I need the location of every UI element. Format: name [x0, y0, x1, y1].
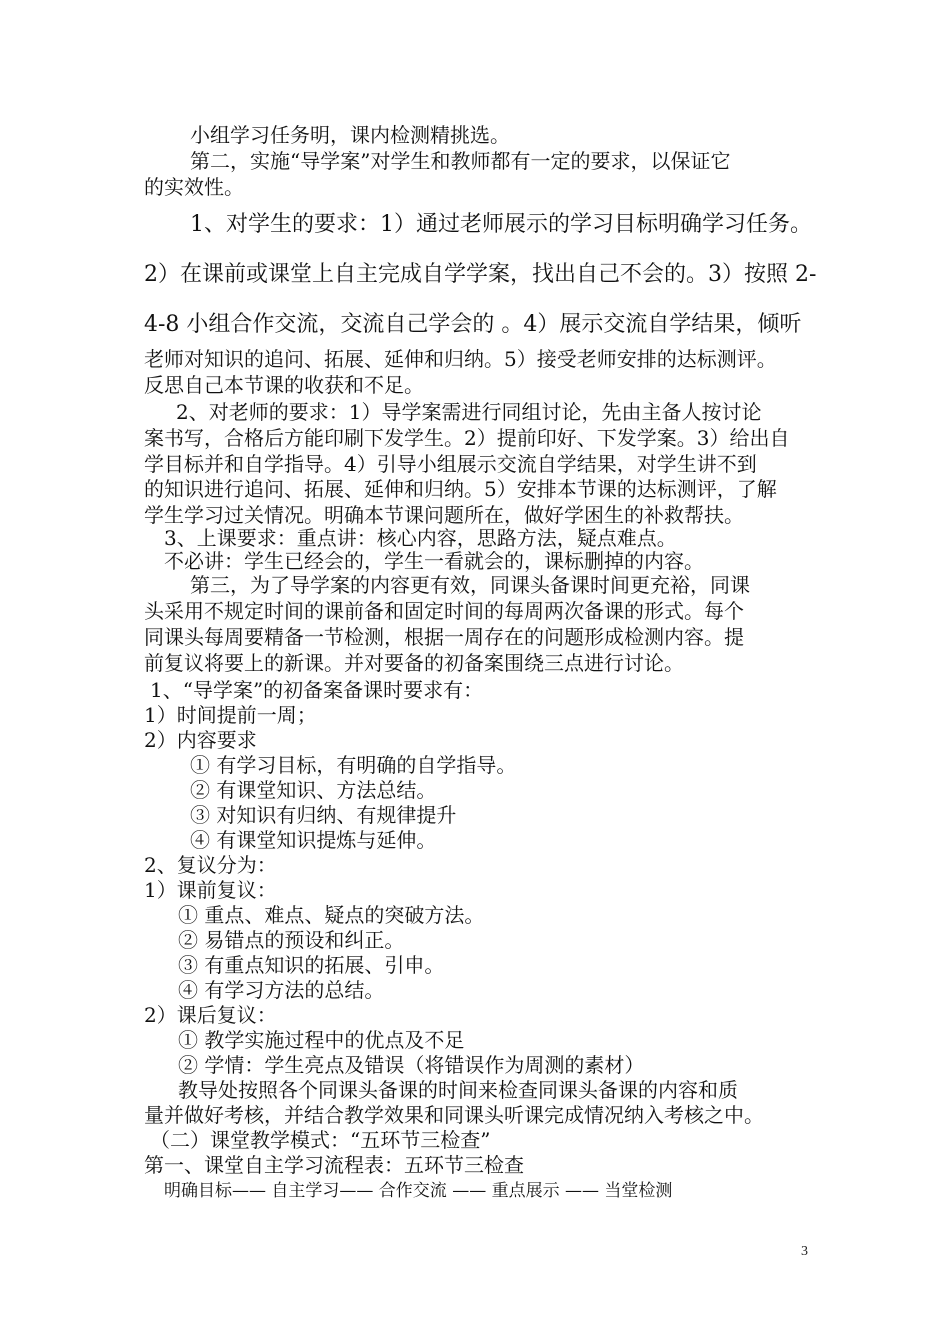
text-line: 同课头每周要精备一节检测，根据一周存在的问题形成检测内容。提 [144, 625, 744, 649]
text-line: 的实效性。 [144, 175, 244, 199]
text-line: 老师对知识的追问、拓展、延伸和归纳。5）接受老师安排的达标测评。 [144, 347, 777, 371]
text-line: 2）内容要求 [144, 728, 257, 752]
text-line: 学生学习过关情况。明确本节课问题所在，做好学困生的补救帮扶。 [144, 503, 744, 527]
text-line: 1）课前复议： [144, 878, 277, 902]
text-line: 第三，为了导学案的内容更有效，同课头备课时间更充裕，同课 [190, 573, 750, 597]
text-line: 小组学习任务明，课内检测精挑选。 [190, 123, 510, 147]
text-line: 头采用不规定时间的课前备和固定时间的每周两次备课的形式。每个 [144, 599, 744, 623]
text-line: ④ 有课堂知识提炼与延伸。 [190, 828, 437, 852]
text-line: ③ 对知识有归纳、有规律提升 [190, 803, 457, 827]
text-line: 3、上课要求：重点讲：核心内容，思路方法，疑点难点。 [164, 526, 677, 550]
text-line: 1、“导学案”的初备案备课时要求有： [150, 678, 484, 702]
text-line: ① 有学习目标，有明确的自学指导。 [190, 753, 517, 777]
text-line: （二）课堂教学模式：“五环节三检查” [150, 1128, 491, 1152]
text-line: ① 重点、难点、疑点的突破方法。 [178, 903, 485, 927]
text-line: ③ 有重点知识的拓展、引申。 [178, 953, 445, 977]
text-line: ② 学情：学生亮点及错误（将错误作为周测的素材） [178, 1053, 645, 1077]
text-line: 量并做好考核，并结合教学效果和同课头听课完成情况纳入考核之中。 [144, 1103, 764, 1127]
text-line: 第一、课堂自主学习流程表：五环节三检查 [144, 1153, 524, 1177]
text-line: 4-8 小组合作交流，交流自己学会的 。4）展示交流自学结果，倾听 [144, 312, 802, 337]
text-line: 不必讲：学生已经会的，学生一看就会的，课标删掉的内容。 [164, 549, 704, 573]
text-line: ② 有课堂知识、方法总结。 [190, 778, 437, 802]
page-number: 3 [801, 1244, 808, 1259]
text-line: 1、对学生的要求：1）通过老师展示的学习目标明确学习任务。 [190, 212, 812, 237]
text-line: 案书写，合格后方能印刷下发学生。2）提前印好、下发学案。3）给出自 [144, 426, 790, 450]
text-line: 的知识进行追问、拓展、延伸和归纳。5）安排本节课的达标测评，了解 [144, 477, 777, 501]
text-line: 2）在课前或课堂上自主完成自学学案，找出自己不会的。3）按照 2- [144, 262, 817, 287]
text-line: 前复议将要上的新课。并对要备的初备案围绕三点进行讨论。 [144, 651, 684, 675]
text-line: 学目标并和自学指导。4）引导小组展示交流自学结果，对学生讲不到 [144, 452, 757, 476]
text-line: ② 易错点的预设和纠正。 [178, 928, 405, 952]
text-line: 第二，实施“导学案”对学生和教师都有一定的要求，以保证它 [190, 149, 731, 173]
text-line: 反思自己本节课的收获和不足。 [144, 373, 424, 397]
text-line: 2、对老师的要求：1）导学案需进行同组讨论，先由主备人按讨论 [176, 400, 762, 424]
text-line: 教导处按照各个同课头备课的时间来检查同课头备课的内容和质 [178, 1078, 738, 1102]
text-line: ④ 有学习方法的总结。 [178, 978, 385, 1002]
text-line: ① 教学实施过程中的优点及不足 [178, 1028, 465, 1052]
text-line: 1）时间提前一周； [144, 703, 317, 727]
text-line: 2）课后复议： [144, 1003, 277, 1027]
text-line: 2、复议分为： [144, 853, 277, 877]
text-line: 明确目标—— 自主学习—— 合作交流 —— 重点展示 —— 当堂检测 [164, 1181, 673, 1201]
